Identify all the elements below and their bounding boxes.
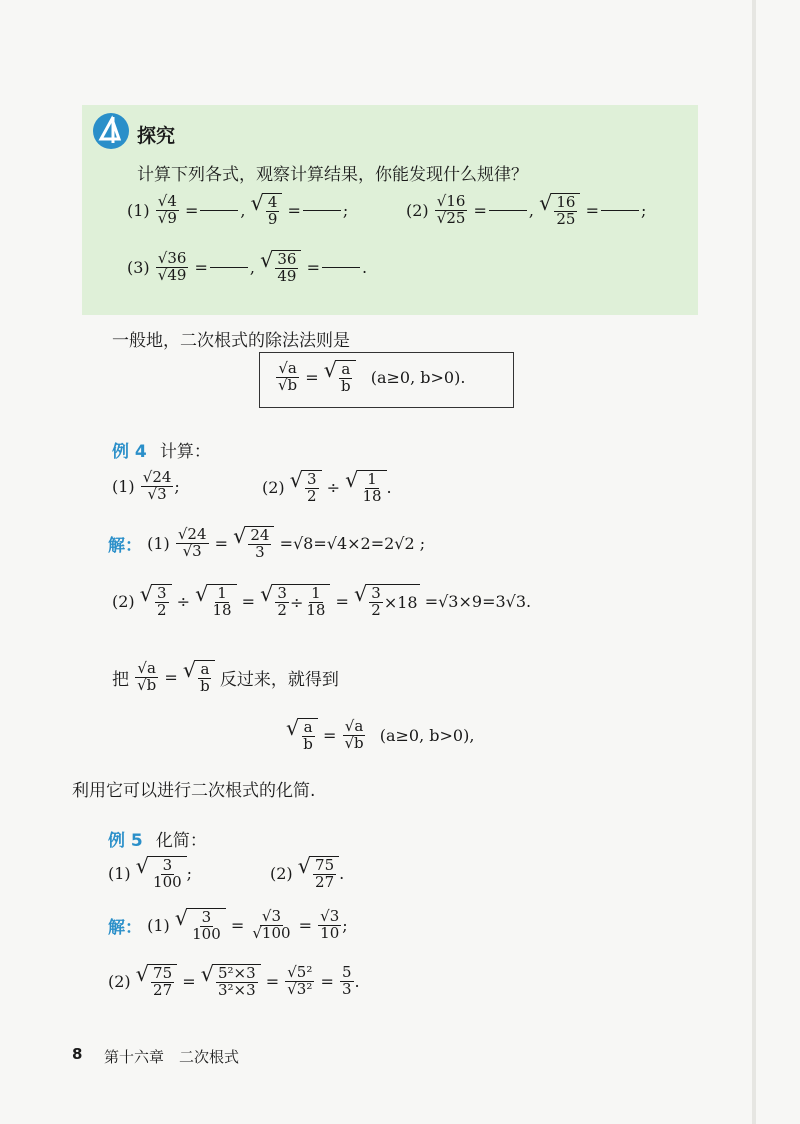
explore-title: 探究 [137,125,176,147]
ex5-solution-1: 解： (1) √ $\frac{3}{100}$ = $\frac{√3}{√100}$ = $\frac{√3}{10}$ ; [108,906,348,943]
ex4-q2: (2) √ $\frac{3}{2}$ ÷ √ $\frac{1}{18}$ . [262,468,392,505]
chapter-title: 第十六章 二次根式 [104,1048,240,1066]
ex4-q1: (1) $\frac{√24}{√3}$ ; [112,468,180,503]
explore-icon [93,113,129,149]
page-number: 8 [72,1045,83,1063]
ex5-solution-2: (2) √ $\frac{75}{27}$ = √ $\frac{\text{5²×3}}{\text{3²×3}}$ = $\frac{\text{√5²}}{\text{√3²}}$ = $\frac{5}{3}$ . [108,962,360,999]
explore-item-3: (3) $\frac{√36}{√49}$ = , √ $\frac{36}{49}$ = . [127,248,368,285]
rule-intro: 一般地，二次根式的除法法则是 [112,331,350,351]
reverse-line: 把 $\frac{√a}{√b}$ = √ $\frac{a}{b}$ 反过来，就得到 [112,658,339,695]
explore-item-2: (2) $\frac{√16}{√25}$ = , √ $\frac{16}{25}$ = ; [406,191,647,228]
ex4-solution-2: (2) √ $\frac{3}{2}$ ÷ √ $\frac{1}{18}$ = √ $\frac{3}{2}$ ÷ $\frac{1}{18}$ = √ $\frac{3}{2}$ ×18 =√3×9=3√3. [112,582,532,619]
page-edge [752,0,756,1124]
explore-prompt: 计算下列各式，观察计算结果，你能发现什么规律？ [137,165,528,185]
rule-formula: $\frac{√a}{√b}$ = √ $\frac{a}{b}$ (a≥0, b>0). [278,358,466,395]
ex4-solution-1: 解： (1) $\frac{√24}{√3}$ = √ $\frac{24}{3}$ =√8=√4×2=2√2 ; [108,524,426,561]
ex5-q1: (1) √ $\frac{3}{100}$ ; [108,854,193,891]
explore-item-1: (1) $\frac{√4}{√9}$ = , √ $\frac{4}{9}$ = ; [127,191,349,228]
ex4-heading: 例 4 计算： [112,442,211,462]
ex5-q2: (2) √ $\frac{75}{27}$ . [270,854,345,891]
reverse-after: 利用它可以进行二次根式的化简. [72,781,316,801]
ex5-heading: 例 5 化简： [108,831,207,851]
reverse-formula: √ $\frac{a}{b}$ = $\frac{√a}{√b}$ (a≥0, b>0), [286,716,475,753]
